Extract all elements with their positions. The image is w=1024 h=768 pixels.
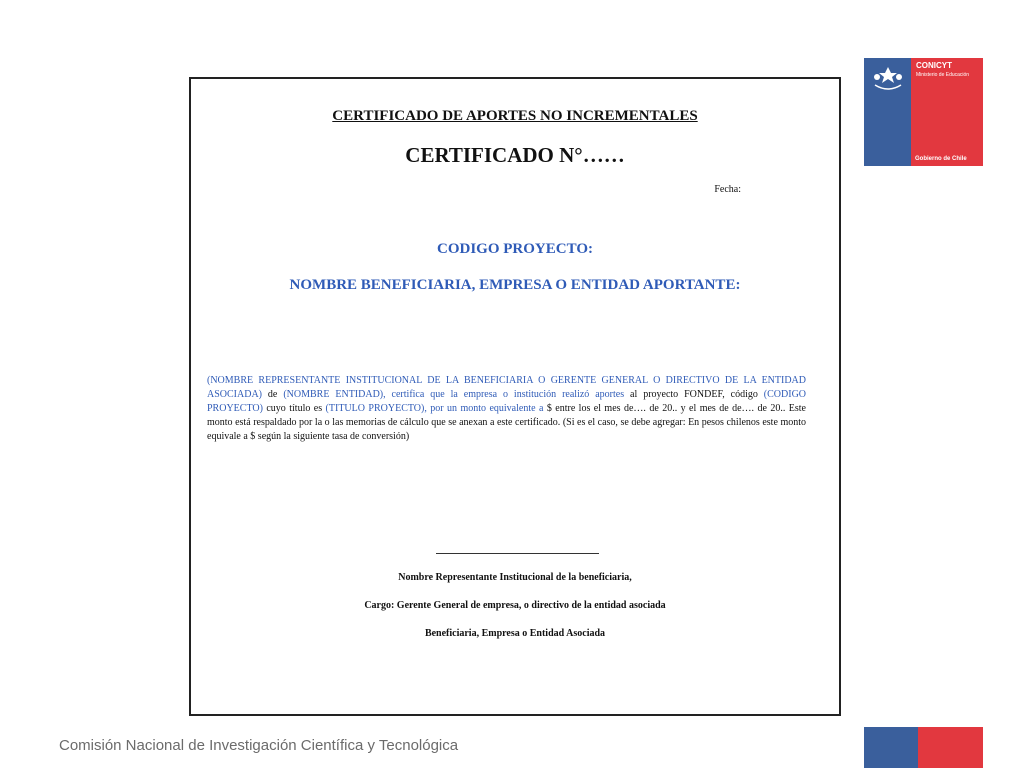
date-label: Fecha: — [714, 184, 741, 195]
signature-entity: Beneficiaria, Empresa o Entidad Asociada — [424, 628, 606, 639]
logo-org-name: CONICYT — [916, 61, 952, 70]
chile-crest-icon — [869, 63, 907, 95]
body-project-code: (CODIGO PROYECTO) — [207, 389, 807, 414]
signature-position: Cargo: Gerente General de empresa, o directivo de la entidad asociada — [364, 600, 666, 611]
project-code-label: CODIGO PROYECTO: — [437, 241, 593, 257]
certificate-frame — [189, 77, 841, 716]
footer-text: Comisión Nacional de Investigación Científica y Tecnológica — [59, 737, 459, 754]
body-text-4: $ entre los el mes de…. de 20.. y el mes de de…. de 20.. Este monto está respaldado por la o las memorias de cálculo que se anexan a este certificado. (Si es el caso, se debe agregar: En pesos chilenos este monto equivale a $ según la siguiente tasa de conversión) — [207, 403, 806, 442]
body-text-3: cuyo título es — [262, 403, 326, 414]
body-entity: (NOMBRE ENTIDAD), certifica que la empresa o institución realizó aportes — [283, 389, 625, 400]
signature-name: Nombre Representante Institucional de la beneficiaria, — [398, 572, 632, 583]
certificate-number: CERTIFICADO N°…… — [405, 143, 625, 167]
logo-ministry: Ministerio de Educación — [916, 72, 970, 78]
beneficiary-name-label: NOMBRE BENEFICIARIA, EMPRESA O ENTIDAD APORTANTE: — [289, 277, 741, 293]
body-text-1: de — [262, 389, 284, 400]
body-project-title: (TITULO PROYECTO), por un monto equivalente a — [325, 403, 544, 414]
certificate-title: CERTIFICADO DE APORTES NO INCREMENTALES — [332, 108, 698, 124]
certificate-body — [207, 374, 806, 444]
logo-government: Gobierno de Chile — [915, 156, 967, 162]
conicyt-logo — [864, 58, 983, 166]
body-text-2: al proyecto FONDEF, código — [624, 389, 764, 400]
footer-color-bar — [864, 727, 983, 768]
signature-line — [436, 553, 599, 554]
body-representative: (NOMBRE REPRESENTANTE INSTITUCIONAL DE LA BENEFICIARIA O GERENTE GENERAL O DIRECTIVO DE LA ENTIDAD ASOCIADA) — [207, 375, 806, 400]
